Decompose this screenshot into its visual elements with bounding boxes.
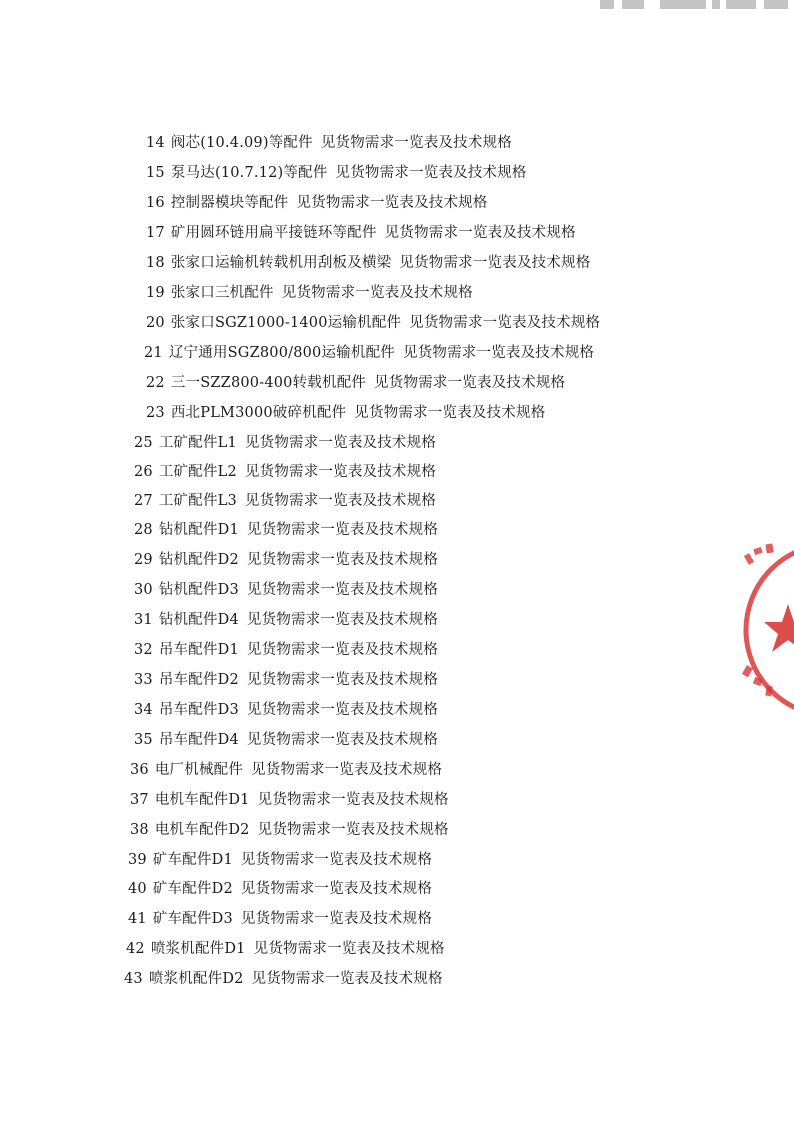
item-name: 电机车配件D1 (154, 792, 250, 808)
list-item (146, 284, 473, 302)
item-number: 17 (146, 225, 165, 241)
item-name: 泵马达(10.7.12)等配件 (170, 165, 328, 181)
item-reference-note: 见货物需求一览表及技术规格 (257, 822, 449, 838)
list-item (134, 551, 438, 569)
item-number: 43 (124, 971, 143, 987)
item-name: 钻机配件D1 (158, 522, 239, 538)
item-name: 辽宁通用SGZ800/800运输机配件 (168, 345, 395, 361)
item-name: 工矿配件L2 (158, 464, 237, 480)
list-item (146, 224, 576, 242)
list-item (146, 164, 527, 182)
item-reference-note: 见货物需求一览表及技术规格 (246, 702, 439, 718)
list-item (134, 492, 436, 510)
item-reference-note: 见货物需求一览表及技术规格 (374, 375, 566, 391)
item-number: 27 (134, 493, 153, 509)
list-item (134, 581, 438, 599)
item-name: 西北PLM3000破碎机配件 (170, 405, 347, 421)
item-number: 30 (134, 582, 153, 598)
item-name: 矿用圆环链用扁平接链环等配件 (170, 225, 377, 241)
item-reference-note: 见货物需求一览表及技术规格 (240, 852, 433, 868)
list-item (128, 851, 432, 869)
item-reference-note: 见货物需求一览表及技术规格 (246, 582, 439, 598)
item-number: 20 (146, 315, 165, 331)
item-number: 15 (146, 165, 165, 181)
item-name: 三一SZZ800-400转载机配件 (170, 375, 367, 391)
item-name: 喷浆机配件D1 (150, 941, 246, 957)
item-number: 19 (146, 285, 165, 301)
item-reference-note: 见货物需求一览表及技术规格 (403, 345, 595, 361)
list-item (146, 194, 488, 212)
list-item (146, 314, 600, 332)
item-number: 39 (128, 852, 147, 868)
list-item (134, 701, 438, 719)
item-number: 42 (126, 941, 145, 957)
item-reference-note: 见货物需求一览表及技术规格 (246, 642, 439, 658)
list-item (144, 344, 594, 362)
item-number: 40 (128, 881, 147, 897)
item-reference-note: 见货物需求一览表及技术规格 (384, 225, 576, 241)
item-number: 34 (134, 702, 153, 718)
item-reference-note: 见货物需求一览表及技术规格 (246, 612, 439, 628)
item-reference-note: 见货物需求一览表及技术规格 (409, 315, 601, 331)
item-number: 14 (146, 135, 165, 151)
item-name: 钻机配件D3 (158, 582, 239, 598)
list-item (134, 731, 438, 749)
item-name: 控制器模块等配件 (170, 195, 289, 211)
item-name: 工矿配件L1 (158, 435, 237, 451)
item-name: 电机车配件D2 (154, 822, 250, 838)
item-number: 26 (134, 464, 153, 480)
list-item (146, 134, 512, 152)
item-reference-note: 见货物需求一览表及技术规格 (354, 405, 546, 421)
item-reference-note: 见货物需求一览表及技术规格 (251, 762, 443, 778)
list-item (134, 641, 438, 659)
item-reference-note: 见货物需求一览表及技术规格 (253, 941, 445, 957)
item-number: 35 (134, 732, 153, 748)
item-number: 18 (146, 255, 165, 271)
item-number: 31 (134, 612, 153, 628)
item-reference-note: 见货物需求一览表及技术规格 (246, 732, 439, 748)
list-item (130, 761, 442, 779)
item-number: 36 (130, 762, 149, 778)
item-name: 矿车配件D2 (152, 881, 233, 897)
list-item (124, 970, 443, 988)
list-item (146, 374, 565, 392)
item-number: 38 (130, 822, 149, 838)
list-item (134, 521, 438, 539)
item-reference-note: 见货物需求一览表及技术规格 (240, 911, 433, 927)
item-name: 钻机配件D4 (158, 612, 239, 628)
seal-graphic (732, 540, 794, 720)
list-item (134, 463, 436, 481)
item-name: 吊车配件D4 (158, 732, 239, 748)
item-reference-note: 见货物需求一览表及技术规格 (320, 135, 512, 151)
item-reference-note: 见货物需求一览表及技术规格 (244, 493, 437, 509)
item-name: 电厂机械配件 (154, 762, 244, 778)
item-reference-note: 见货物需求一览表及技术规格 (246, 552, 439, 568)
list-item (128, 880, 432, 898)
item-name: 阀芯(10.4.09)等配件 (170, 135, 313, 151)
item-number: 16 (146, 195, 165, 211)
list-item (126, 940, 445, 958)
item-reference-note: 见货物需求一览表及技术规格 (244, 435, 437, 451)
list-item (134, 611, 438, 629)
item-name: 矿车配件D1 (152, 852, 233, 868)
item-name: 吊车配件D2 (158, 672, 239, 688)
item-number: 23 (146, 405, 165, 421)
list-item (130, 821, 449, 839)
item-reference-note: 见货物需求一览表及技术规格 (257, 792, 449, 808)
item-number: 41 (128, 911, 147, 927)
list-item (128, 910, 432, 928)
item-reference-note: 见货物需求一览表及技术规格 (246, 522, 439, 538)
item-reference-note: 见货物需求一览表及技术规格 (296, 195, 488, 211)
item-name: 钻机配件D2 (158, 552, 239, 568)
item-reference-note: 见货物需求一览表及技术规格 (251, 971, 443, 987)
item-number: 37 (130, 792, 149, 808)
company-seal (732, 540, 794, 720)
item-name: 工矿配件L3 (158, 493, 237, 509)
list-item (134, 671, 438, 689)
item-number: 32 (134, 642, 153, 658)
item-number: 22 (146, 375, 165, 391)
list-item (146, 404, 545, 422)
item-reference-note: 见货物需求一览表及技术规格 (281, 285, 473, 301)
item-name: 矿车配件D3 (152, 911, 233, 927)
item-reference-note: 见货物需求一览表及技术规格 (399, 255, 591, 271)
item-name: 张家口SGZ1000-1400运输机配件 (170, 315, 402, 331)
item-name: 喷浆机配件D2 (148, 971, 244, 987)
item-number: 25 (134, 435, 153, 451)
item-reference-note: 见货物需求一览表及技术规格 (246, 672, 439, 688)
item-reference-note: 见货物需求一览表及技术规格 (335, 165, 527, 181)
item-reference-note: 见货物需求一览表及技术规格 (240, 881, 433, 897)
list-item (134, 434, 436, 452)
item-name: 吊车配件D1 (158, 642, 239, 658)
item-number: 33 (134, 672, 153, 688)
item-reference-note: 见货物需求一览表及技术规格 (244, 464, 437, 480)
list-item (130, 791, 449, 809)
item-name: 张家口三机配件 (170, 285, 274, 301)
list-item (146, 254, 590, 272)
item-name: 吊车配件D3 (158, 702, 239, 718)
item-number: 21 (144, 345, 163, 361)
item-number: 28 (134, 522, 153, 538)
item-name: 张家口运输机转载机用刮板及横梁 (170, 255, 392, 271)
item-number: 29 (134, 552, 153, 568)
